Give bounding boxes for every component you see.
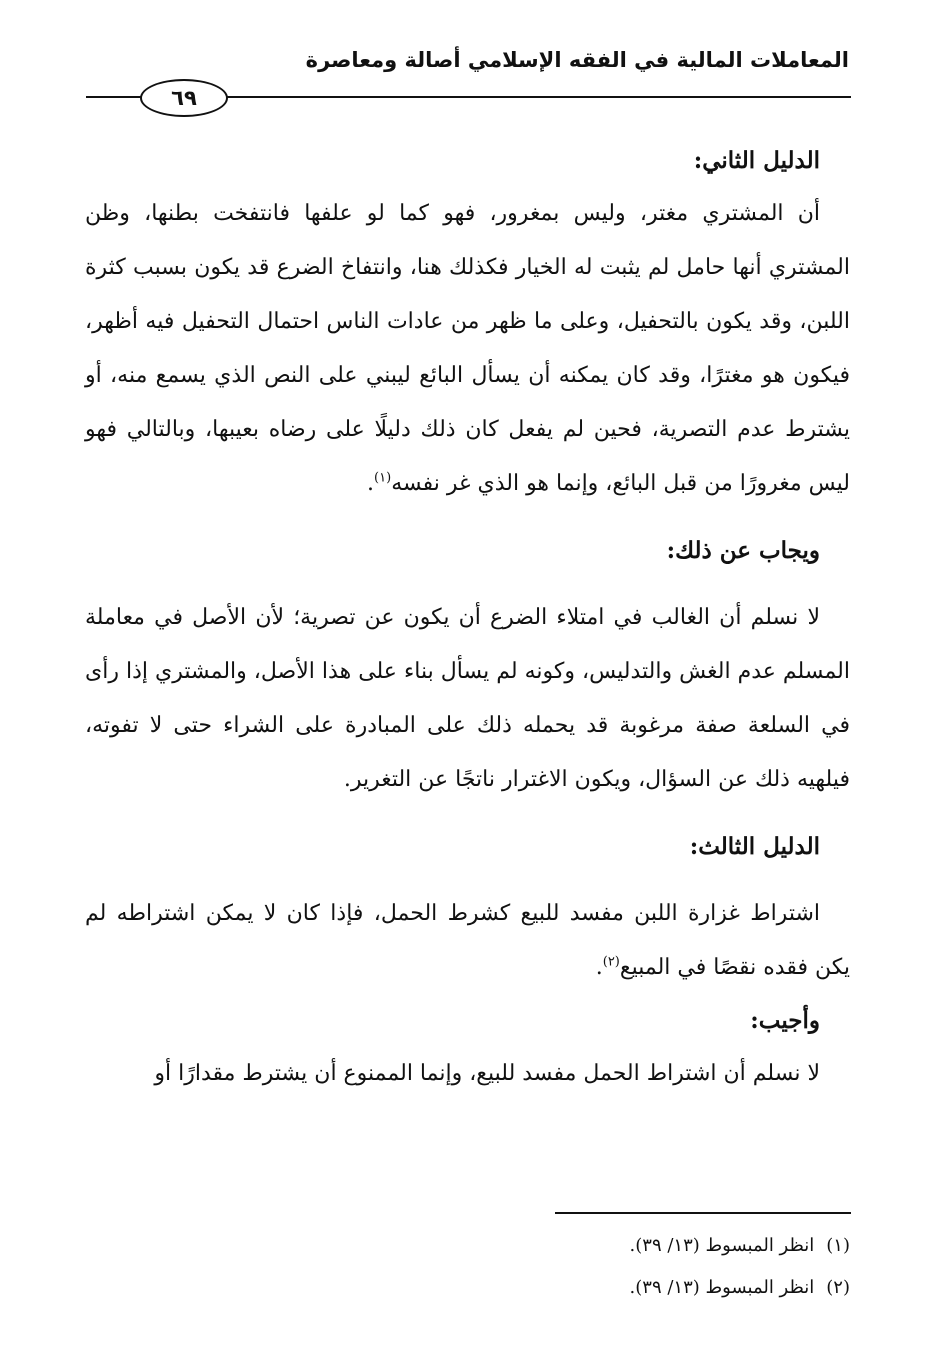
footnote-ref-1[interactable]: (١) xyxy=(374,470,392,486)
footnote-rule xyxy=(555,1212,851,1214)
section-heading-third-evidence: الدليل الثالث: xyxy=(689,833,820,860)
footnotes xyxy=(85,1225,850,1309)
footnote-1 xyxy=(85,1225,850,1267)
section-heading-second-evidence: الدليل الثاني: xyxy=(693,147,820,174)
footnote-ref-2[interactable]: (٢) xyxy=(602,954,620,970)
page-number: ٦٩ xyxy=(140,79,228,117)
footnote-mark: (٢) xyxy=(826,1277,850,1298)
footnote-2 xyxy=(85,1267,850,1309)
footnote-text: انظر المبسوط (١٣/ ٣٩). xyxy=(629,1277,815,1298)
footnote-text: انظر المبسوط (١٣/ ٣٩). xyxy=(629,1235,815,1256)
running-header-title: المعاملات المالية في الفقه الإسلامي أصالة ومعاصرة xyxy=(305,48,849,72)
paragraph-response: لا نسلم أن الغالب في امتلاء الضرع أن يكون عن تصرية؛ لأن الأصل في معاملة المسلم عدم الغش والتدليس، وكونه لم يسأل بناء على هذا الأصل، والمشتري إذا رأى في السلعة صفة مرغوبة قد يحمله ذلك على المبادرة على الشراء حتى لا تفوته، فيلهيه ذلك عن السؤال، ويكون الاغترار ناتجًا عن التغرير. xyxy=(85,605,850,792)
section-heading-answer: وأجيب: xyxy=(750,1007,820,1034)
paragraph-third-evidence: اشتراط غزارة اللبن مفسد للبيع كشرط الحمل، فإذا كان لا يمكن اشتراطه لم يكن فقده نقصًا في المبيع$^{(٢)}$. xyxy=(85,901,850,980)
body-text xyxy=(85,135,850,1101)
paragraph-answer: لا نسلم أن اشتراط الحمل مفسد للبيع، وإنما الممنوع أن يشترط مقدارًا أو xyxy=(154,1061,820,1086)
footnote-mark: (١) xyxy=(826,1235,850,1256)
section-heading-response: ويجاب عن ذلك: xyxy=(666,537,820,564)
paragraph-second-evidence: أن المشتري مغتر، وليس بمغرور، فهو كما لو علفها فانتفخت بطنها، وظن المشتري أنها حامل لم يثبت له الخيار فكذلك هنا، وانتفاخ الضرع قد يكون بسبب كثرة اللبن، وقد يكون بالتحفيل، وعلى ما ظهر من عادات الناس احتمال التحفيل فيه أظهر، فيكون هو مغترًا، وقد كان يمكنه أن يسأل البائع ليبني على النص الذي يسمع منه، أو يشترط عدم التصرية، فحين لم يفعل كان ذلك دليلًا على رضاه بعيبها، وبالتالي فهو ليس مغرورًا من قبل البائع، وإنما هو الذي غر نفسه$^{(١)}$. xyxy=(85,201,850,496)
